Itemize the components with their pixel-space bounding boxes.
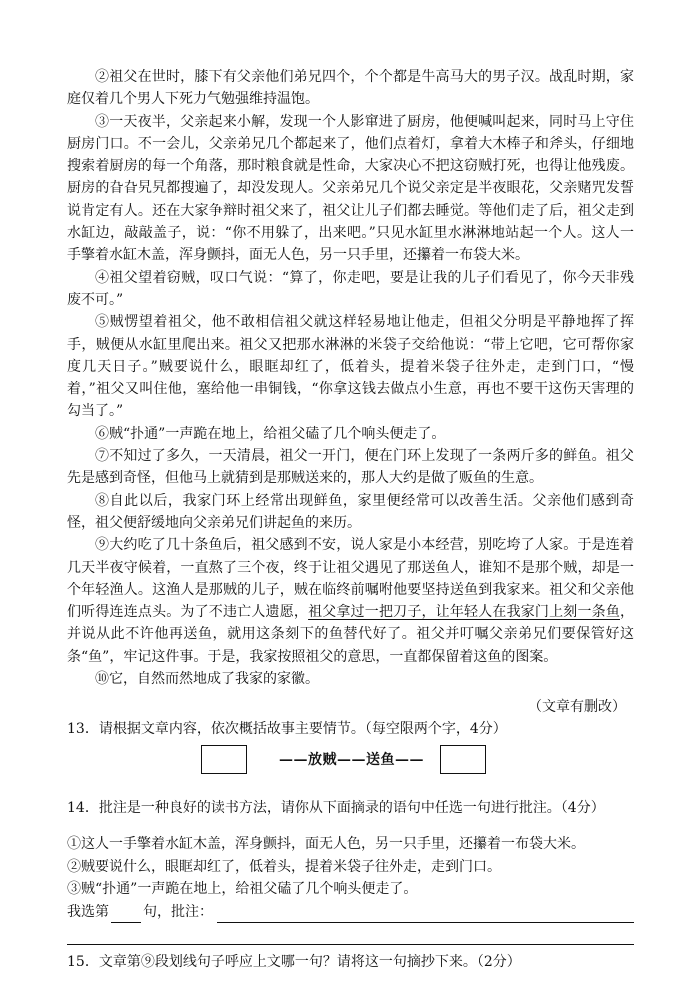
passage bbox=[67, 66, 634, 718]
paragraph-3: ③一天夜半，父亲起来小解，发现一个人影窜进了厨房，他便喊叫起来，同时马上守住厨房门口。不一会儿，父亲弟兄几个都起来了，他们点着灯，拿着大木棒子和斧头，仔细地搜索着厨房的每一个角落，那时粮食就是性命，大家决心不把这窃贼打死，也得让他残废。厨房的旮旮旯旯都搜遍了，却没发现人。父亲弟兄几个说父亲定是半夜眼花，父亲赌咒发誓说肯定有人。还在大家争辩时祖父来了，祖父让儿子们都去睡觉。等他们走了后，祖父走到水缸边，敲敲盖子，说：“你不用躲了，出来吧。”只见水缸里水淋淋地站起一个人。这人一手擎着水缸木盖，浑身颤抖，面无人色，另一只手里，还攥着一布袋大米。 bbox=[67, 113, 634, 264]
paragraph-8: ⑧自此以后，我家门环上经常出现鲜鱼，家里便经常可以改善生活。父亲他们感到奇怪，祖父便舒缓地向父亲弟兄们讲起鱼的来历。 bbox=[67, 492, 634, 531]
paragraph-6: ⑥贼“扑通”一声跪在地上，给祖父磕了几个响头便走了。 bbox=[95, 425, 446, 442]
paragraph-5: ⑤贼愣望着祖父，他不敢相信祖父就这样轻易地让他走，但祖父分明是平静地挥了挥手，贼便从水缸里爬出来。祖父又把那水淋淋的米袋子交给他说：“带上它吧，它可帮你家度几天日子。”贼要说什么，眼眶却红了，低着头，提着米袋子往外走，走到门口，“慢着，”祖父又叫住他，塞给他一串铜钱，“你拿这钱去做点小生意，再也不要干这伤天害理的勾当了。” bbox=[67, 314, 634, 420]
paragraph-7: ⑦不知过了多久，一天清晨，祖父一开门，便在门环上发现了一条两斤多的鲜鱼。祖父先是感到奇怪，但他马上就猜到是那贼送来的，那人大约是做了贩鱼的生意。 bbox=[67, 448, 634, 487]
q14-answer-prefix: 我选第 bbox=[67, 903, 109, 920]
question-13: 13．请根据文章内容，依次概括故事主要情节。（每空限两个字，4分） bbox=[67, 721, 507, 738]
q14-quote-1: ①这人一手擎着水缸木盖，浑身颤抖，面无人色，另一只手里，还攥着一布袋大米。 bbox=[67, 836, 585, 853]
q14-answer-middle: 句，批注： bbox=[143, 903, 213, 920]
paragraph-2: ②祖父在世时，膝下有父亲他们弟兄四个，个个都是牛高马大的男子汉。战乱时期，家庭仅着几个男人下死力气勉强维持温饱。 bbox=[67, 69, 634, 108]
paragraph-9-text-after: ，并说从此不许他再送鱼，就用这条刻下的鱼替代好了。祖父并叮嘱父亲弟兄们要保管好这条“鱼”，牢记这件事。于是，我家按照祖父的意思，一直都保留着这鱼的图案。 bbox=[67, 604, 635, 665]
paragraph-4: ④祖父望着窃贼，叹口气说：“算了，你走吧，要是让我的儿子们看见了，你今天非残废不可。” bbox=[67, 269, 634, 308]
source-note: （文章有删改） bbox=[528, 699, 626, 716]
plot-sequence-text: ——放贼——送鱼—— bbox=[279, 752, 424, 769]
q14-quote-3: ③贼“扑通”一声跪在地上，给祖父磕了几个响头便走了。 bbox=[67, 881, 418, 898]
question-14: 14．批注是一种良好的读书方法，请你从下面摘录的语句中任选一句进行批注。（4分） bbox=[67, 800, 605, 817]
answer-box-1[interactable] bbox=[201, 745, 247, 774]
paragraph-10: ⑩它，自然而然地成了我家的家徽。 bbox=[95, 671, 319, 688]
q14-quote-2: ②贼要说什么，眼眶却红了，低着头，提着米袋子往外走，走到门口。 bbox=[67, 858, 501, 875]
question-15: 15．文章第⑨段划线句子呼应上文哪一句？请将这一句摘抄下来。（2分） bbox=[67, 953, 521, 970]
sentence-number-blank[interactable] bbox=[111, 906, 141, 923]
plot-sequence bbox=[67, 743, 634, 783]
annotation-blank-line[interactable] bbox=[217, 906, 634, 923]
paragraph-9-underlined-sentence: 祖父拿过一把刀子，让年轻人在我家门上刻一条鱼 bbox=[308, 604, 621, 621]
q14-quote-list bbox=[67, 833, 634, 901]
answer-box-2[interactable] bbox=[440, 745, 486, 774]
annotation-blank-line-2[interactable] bbox=[67, 923, 634, 945]
q14-answer-row bbox=[67, 901, 634, 923]
paragraph-9-text-before: ⑨大约吃了几十条鱼后，祖父感到不安，说人家是小本经营，别吃垮了人家。于是连着几天半夜守候着，一直熬了三个夜，终于让祖父遇见了那送鱼人，谁知不是那个贼，却是一个年轻渔人。这渔人是那贼的儿子，贼在临终前嘱咐他要坚持送鱼到我家来。祖父和父亲他们听得连连点头。为了不违亡人遗愿， bbox=[67, 537, 634, 621]
paragraph-9 bbox=[67, 534, 634, 668]
